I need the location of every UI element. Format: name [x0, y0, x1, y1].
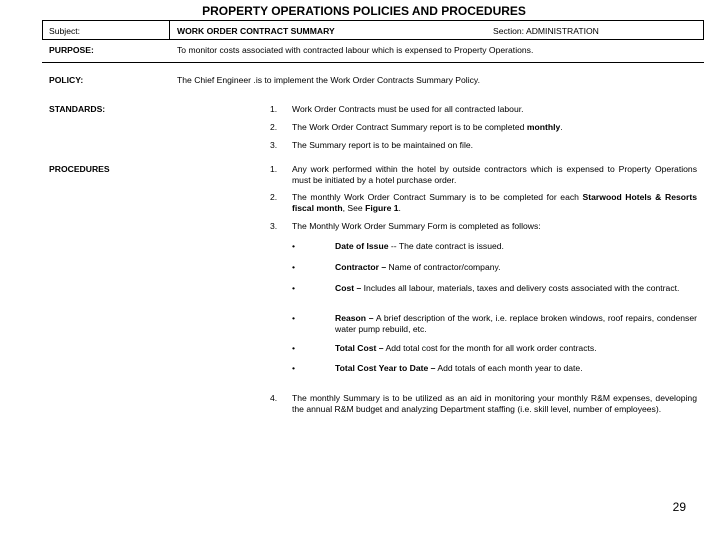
- procedures-item-number: 1.: [270, 164, 278, 174]
- bullet-text: Cost – Includes all labour, materials, taxes and delivery costs associated with the contract.: [335, 283, 680, 293]
- subject-value: WORK ORDER CONTRACT SUMMARY: [177, 26, 335, 36]
- standards-label: STANDARDS:: [49, 104, 106, 114]
- procedures-item-number: 3.: [270, 221, 278, 231]
- purpose-label: PURPOSE:: [49, 45, 94, 55]
- procedures-item-text: The Monthly Work Order Summary Form is completed as follows:: [292, 221, 541, 231]
- policy-text: The Chief Engineer .is to implement the Work Order Contracts Summary Policy.: [177, 75, 480, 85]
- bullet-dot: •: [292, 283, 296, 293]
- procedures-item-text: Any work performed within the hotel by outside contractors which is expensed to Property Operations must be initiated by a hotel purchase order.: [292, 164, 697, 185]
- purpose-text: To monitor costs associated with contracted labour which is expensed to Property Operations.: [177, 45, 534, 55]
- procedures-label: PROCEDURES: [49, 164, 110, 174]
- procedures-item-text: The monthly Work Order Contract Summary is to be completed for each Starwood Hotels & Resorts fiscal month, See Figure 1.: [292, 192, 697, 213]
- standards-item-text: The Summary report is to be maintained on file.: [292, 140, 474, 150]
- bullet-dot: •: [292, 241, 296, 251]
- subject-divider: [169, 21, 170, 39]
- policy-label: POLICY:: [49, 75, 84, 85]
- bullet-text: Total Cost Year to Date – Add totals of each month year to date.: [335, 363, 583, 373]
- bullet-dot: •: [292, 343, 296, 353]
- bullet-dot: •: [292, 363, 296, 373]
- bullet-dot: •: [292, 313, 296, 323]
- standards-item-text: The Work Order Contract Summary report is to be completed monthly.: [292, 122, 563, 132]
- procedures-item-number: 4.: [270, 393, 278, 403]
- bullet-text: Total Cost – Add total cost for the month for all work order contracts.: [335, 343, 597, 353]
- procedures-item-number: 2.: [270, 192, 278, 202]
- standards-item-number: 1.: [270, 104, 278, 114]
- bullet-dot: •: [292, 262, 296, 272]
- page-number: 29: [672, 500, 686, 514]
- bullet-text: Contractor – Name of contractor/company.: [335, 262, 501, 272]
- page-title: PROPERTY OPERATIONS POLICIES AND PROCEDURES: [202, 4, 526, 18]
- standards-item-text: Work Order Contracts must be used for all contracted labour.: [292, 104, 524, 114]
- section-label: Section: ADMINISTRATION: [493, 26, 599, 36]
- standards-item-number: 2.: [270, 122, 278, 132]
- bullet-text: Reason – A brief description of the work, i.e. replace broken windows, roof repairs, condenser water pump rebuild, etc.: [335, 313, 697, 334]
- standards-item-number: 3.: [270, 140, 278, 150]
- subject-label: Subject:: [49, 26, 81, 36]
- procedures-item-text: The monthly Summary is to be utilized as an aid in monitoring your monthly R&M expenses, developing the annual R&M budget and analyzing Department staffing (i.e. skill level, number of employees).: [292, 393, 697, 414]
- purpose-divider: [42, 62, 704, 63]
- subject-header-box: [42, 20, 704, 40]
- bullet-text: Date of Issue -- The date contract is issued.: [335, 241, 504, 251]
